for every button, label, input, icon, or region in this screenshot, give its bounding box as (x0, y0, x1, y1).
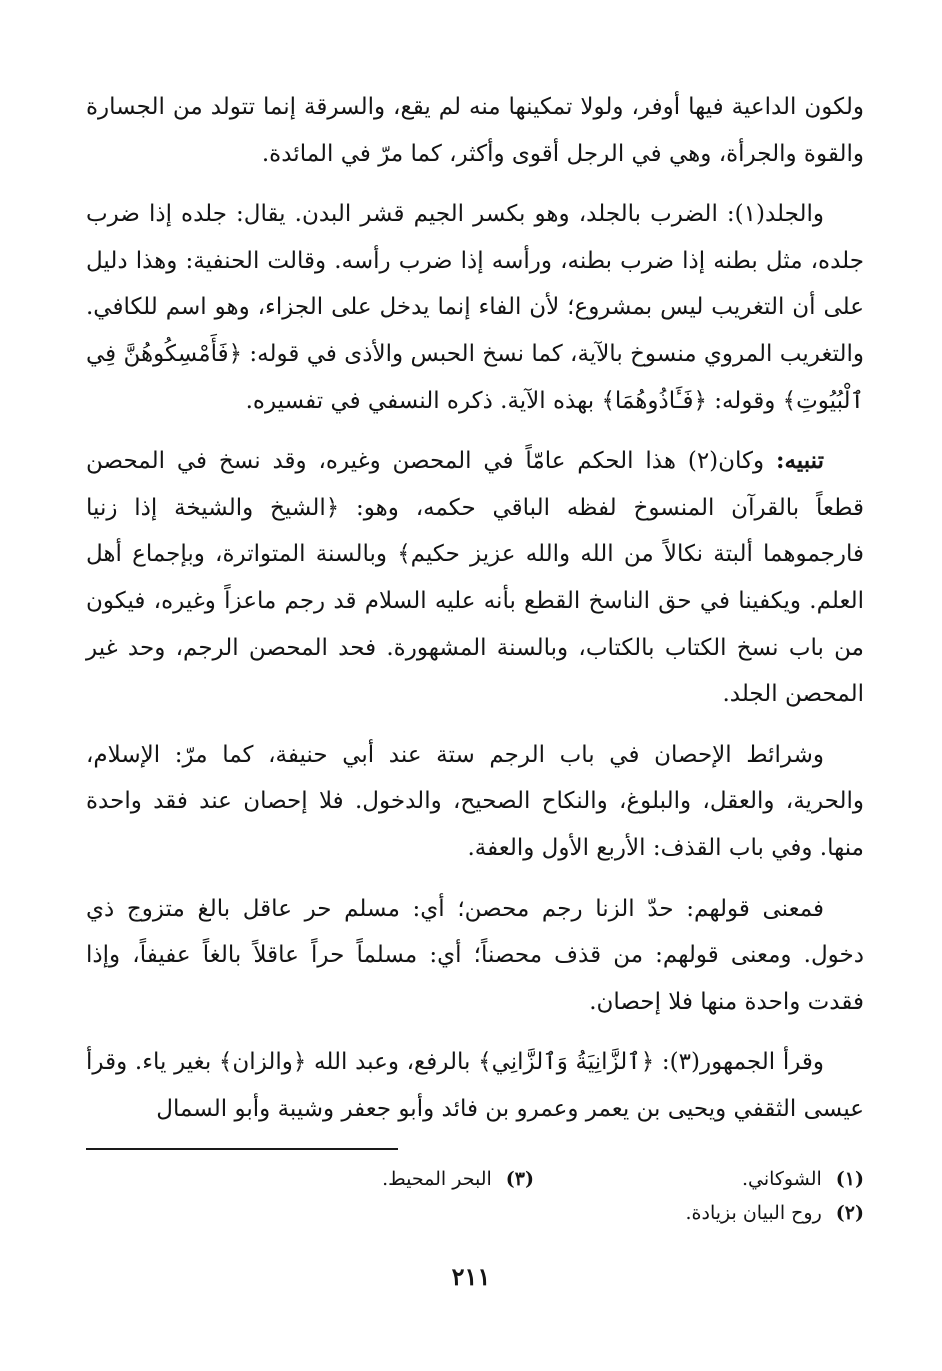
paragraph-3-tanbih (86, 438, 864, 718)
paragraph-6: وقرأ الجمهور(٣): ﴿ٱلزَّانِيَةُ وَٱلزَّانِي﴾ بالرفع، وعبد الله ﴿والزان﴾ بغير ياء. وقرأ عيسى الثقفي ويحيى بن يعمر وعمرو بن فائد وأبو جعفر وشيبة وأبو السمال (86, 1049, 864, 1122)
footnote-1 (534, 1162, 864, 1196)
paragraph-3-text: وكان(٢) هذا الحكم عامّاً في المحصن وغيره، وقد نسخ في المحصن قطعاً بالقرآن المنسوخ لفظه الباقي حكمه، وهو: ﴿الشيخ والشيخة إذا زنيا فارجموهما ألبتة نكالاً من الله والله عزيز حكيم﴾ وبالسنة المتواترة، وبإجماع أهل العلم. ويكفينا في حق الناسخ القطع بأنه عليه السلام قد رجم ماعزاً وغيره، فيكون من باب نسخ الكتاب بالكتاب، وبالسنة المشهورة. فحد المحصن الرجم، وحد غير المحصن الجلد. (86, 448, 864, 708)
footnote-divider (86, 1148, 398, 1150)
footnote-row-1 (304, 1162, 864, 1196)
tanbih-label: تنبيه: (775, 447, 824, 475)
footnote-text: البحر المحيط. (382, 1168, 492, 1190)
footnote-number: (٢) (835, 1202, 864, 1224)
footnote-number: (٣) (505, 1168, 534, 1190)
footnote-text: روح البيان بزيادة. (685, 1202, 822, 1224)
footnote-number: (١) (835, 1168, 864, 1190)
footnote-text: الشوكاني. (741, 1168, 822, 1190)
paragraph-1: ولكون الداعية فيها أوفر، ولولا تمكينها منه لم يقع، والسرقة إنما تتولد من الجسارة والقوة والجرأة، وهي في الرجل أقوى وأكثر، كما مرّ في المائدة. (86, 94, 864, 167)
paragraph-2: والجلد(١): الضرب بالجلد، وهو بكسر الجيم قشر البدن. يقال: جلده إذا ضرب جلده، مثل بطنه إذا ضرب بطنه، ورأسه إذا ضرب رأسه. وقالت الحنفية: وهذا دليل على أن التغريب ليس بمشروع؛ لأن الفاء إنما يدخل على الجزاء، وهو اسم للكافي. والتغريب المروي منسوخ بالآية، كما نسخ الحبس والأذى في قوله: ﴿فَأَمْسِكُوهُنَّ فِي ٱلْبُيُوتِ﴾ وقوله: ﴿فَـَٔاذُوهُمَا﴾ بهذه الآية. ذكره النسفي في تفسيره. (86, 201, 864, 414)
page-number: ٢١١ (451, 1262, 491, 1291)
page-body (86, 84, 864, 1146)
footnotes (304, 1162, 864, 1230)
footnote-2 (686, 1196, 865, 1230)
footnote-row-2 (304, 1196, 864, 1230)
paragraph-4: وشرائط الإحصان في باب الرجم ستة عند أبي حنيفة، كما مرّ: الإسلام، والحرية، والعقل، والبلوغ، والنكاح الصحيح، والدخول. فلا إحصان عند فقد واحدة منها. وفي باب القذف: الأربع الأول والعفة. (86, 741, 864, 861)
footnote-3 (382, 1162, 534, 1196)
paragraph-5: فمعنى قولهم: حدّ الزنا رجم محصن؛ أي: مسلم حر عاقل بالغ متزوج ذي دخول. ومعنى قولهم: من قذف محصناً؛ أي: مسلماً حراً عاقلاً بالغاً عفيفاً، وإذا فقدت واحدة منها فلا إحصان. (86, 895, 864, 1015)
